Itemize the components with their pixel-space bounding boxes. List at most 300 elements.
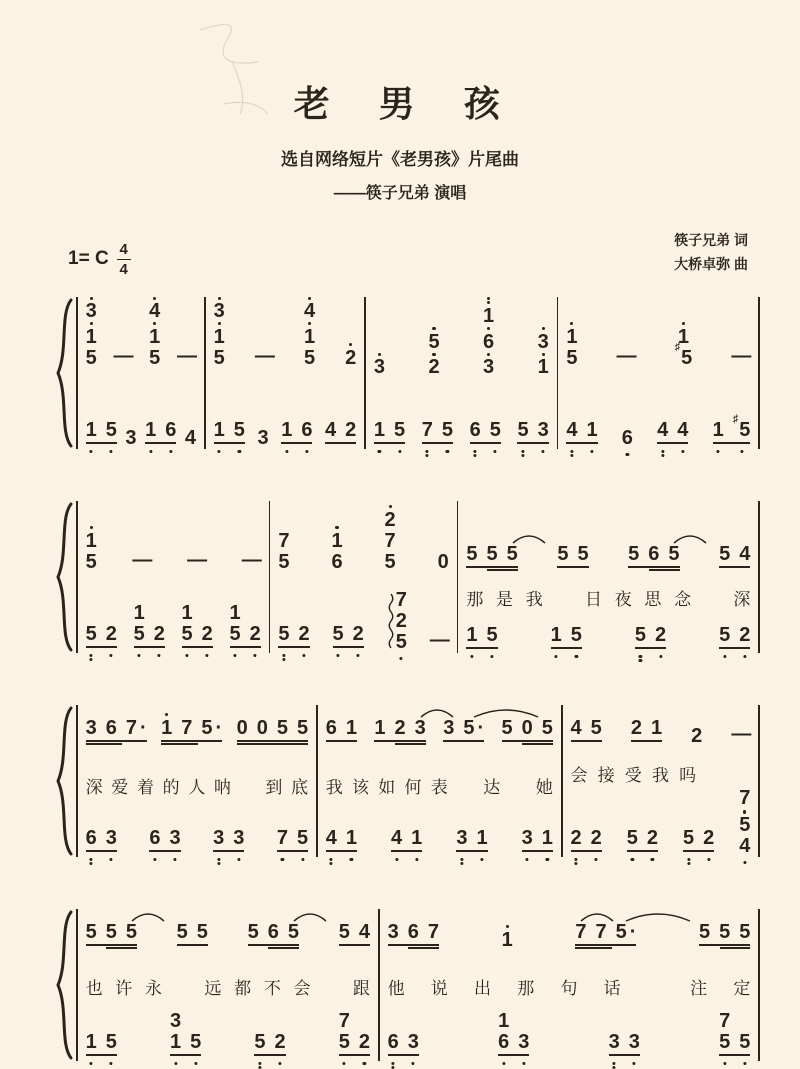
beam	[720, 947, 751, 949]
note-cell	[278, 552, 289, 573]
note-cell	[106, 828, 117, 849]
beam	[498, 1054, 529, 1056]
beam	[268, 947, 299, 949]
note-cell	[149, 348, 160, 369]
note	[202, 624, 213, 645]
note-digit: 5	[739, 920, 751, 943]
note-cell	[647, 828, 658, 849]
dot	[631, 858, 634, 861]
note-digit: 4	[739, 542, 751, 565]
note-stack	[268, 922, 279, 943]
note-stack	[616, 922, 637, 943]
note	[125, 428, 136, 449]
dash: —	[241, 548, 261, 571]
note-cell	[86, 922, 97, 943]
note-digit: 3	[105, 826, 117, 849]
dot	[506, 925, 509, 928]
note-cell	[739, 625, 750, 646]
note	[388, 1032, 399, 1053]
note	[86, 526, 97, 573]
octave-dot-low	[254, 654, 257, 657]
note-digit: 4	[184, 426, 197, 449]
note-cell	[201, 718, 222, 739]
beam	[466, 647, 497, 649]
note	[86, 297, 97, 369]
rest: 0	[437, 550, 449, 573]
note-digit: 5	[85, 622, 97, 645]
note-digit: 6	[325, 716, 337, 739]
note-stack	[182, 603, 193, 645]
note-stack	[456, 828, 467, 849]
key-signature	[68, 242, 131, 277]
lyric-syllable: 深	[85, 778, 103, 798]
note-cell	[126, 718, 147, 739]
octave-dot-low	[639, 655, 642, 663]
note-stack	[233, 828, 244, 849]
note-cell	[331, 552, 342, 573]
note	[522, 828, 533, 849]
note-stack	[542, 828, 553, 849]
note-group	[391, 828, 422, 857]
note-stack	[374, 353, 385, 379]
note	[616, 922, 637, 943]
octave-dot-high	[506, 925, 509, 928]
note	[571, 828, 582, 849]
note-digit: 6	[387, 1030, 399, 1053]
lyric-syllable: 会	[570, 766, 588, 785]
note-stack	[677, 420, 688, 441]
note-cell	[86, 552, 97, 573]
note-cell	[586, 420, 597, 441]
lyric-syllable: 表	[430, 778, 448, 798]
note	[339, 922, 350, 943]
note-cell	[498, 1011, 509, 1032]
note-digit: 1	[133, 601, 145, 624]
note-digit: 5	[85, 346, 97, 369]
note-cell	[233, 828, 244, 849]
note-cell	[575, 922, 586, 943]
octave-dot-low	[521, 450, 524, 458]
note-cell	[254, 1032, 265, 1053]
note	[476, 828, 487, 849]
note-cell	[277, 718, 288, 739]
note-stack	[288, 922, 299, 943]
dot	[301, 858, 304, 861]
note-digit: 4	[739, 834, 751, 857]
lyric-syllable: 她	[535, 778, 553, 798]
note-group	[86, 420, 117, 449]
note-group	[125, 428, 136, 449]
dot	[282, 658, 285, 661]
note-digit: 7	[395, 588, 407, 611]
note-group	[345, 343, 356, 369]
beam	[325, 442, 356, 444]
note-cell	[566, 322, 577, 348]
note-digit: 1	[281, 418, 293, 441]
beam	[230, 646, 261, 648]
note	[106, 922, 117, 943]
dot	[412, 1062, 415, 1065]
note	[149, 297, 160, 369]
lyric-syllable: 不	[263, 979, 281, 999]
note	[691, 726, 702, 747]
note-cell	[277, 828, 288, 849]
dot	[330, 862, 333, 865]
note-cell	[169, 828, 180, 849]
note-group	[254, 1032, 285, 1061]
note-group	[333, 624, 364, 653]
note-group	[502, 925, 513, 951]
note-digit: 6	[85, 826, 97, 849]
note	[277, 828, 288, 849]
note-digit: 6	[483, 330, 495, 353]
octave-dot-high	[349, 343, 352, 346]
bass-row	[214, 405, 357, 449]
brace-icon	[54, 298, 74, 448]
dash: —	[254, 344, 274, 367]
note-stack	[719, 625, 730, 646]
lyric-syllable: 念	[674, 589, 692, 609]
note-stack	[331, 526, 342, 573]
note-stack	[165, 420, 176, 441]
note-cell	[257, 428, 268, 449]
octave-dot-high	[487, 297, 490, 305]
note-digit: ♯5	[732, 412, 751, 441]
note-stack	[278, 531, 289, 573]
note-cell	[483, 297, 494, 327]
note-stack	[201, 718, 222, 739]
note	[86, 1032, 97, 1053]
note-digit: 5	[486, 542, 498, 565]
note-cell	[268, 922, 279, 943]
note-group	[617, 346, 636, 369]
note-digit: 3	[537, 418, 549, 441]
note-stack	[106, 420, 117, 441]
note-digit: 7	[421, 418, 433, 441]
lyric-syllable: 接	[597, 766, 615, 785]
note-stack	[86, 297, 97, 369]
dot	[575, 655, 578, 658]
note	[134, 603, 145, 645]
beam	[522, 850, 553, 852]
note-cell	[304, 348, 315, 369]
note-stack	[248, 922, 259, 943]
lyric-syllable: 如	[378, 778, 396, 798]
note	[257, 428, 268, 449]
octave-dot-low	[110, 450, 113, 453]
note-group	[571, 828, 602, 857]
note	[719, 1011, 730, 1053]
lyric-syllable: 达	[483, 778, 501, 798]
note-stack	[577, 544, 588, 565]
note-stack	[298, 624, 309, 645]
note	[466, 544, 477, 565]
note-stack	[86, 718, 97, 739]
dot	[651, 858, 654, 861]
note	[739, 1032, 750, 1053]
note-stack	[326, 718, 337, 739]
note	[408, 922, 419, 943]
note-group	[566, 322, 577, 369]
dash: —	[731, 722, 751, 745]
note-group	[325, 420, 356, 449]
note-cell	[374, 718, 385, 739]
lyric-syllable	[510, 773, 527, 798]
note	[187, 550, 206, 573]
lyrics-row	[466, 585, 750, 610]
note-cell	[278, 531, 289, 552]
lyric-syllable: 那	[466, 589, 484, 609]
note-stack	[113, 346, 132, 369]
note-cell	[339, 1032, 350, 1053]
lyrics-row	[388, 974, 751, 999]
note-digit: 1	[677, 325, 690, 348]
lyric-syllable: 受	[624, 766, 642, 785]
note-stack	[395, 718, 406, 739]
lyric-syllable: 永	[145, 979, 162, 999]
dot	[480, 858, 483, 861]
beam	[571, 740, 602, 742]
dot	[281, 858, 284, 861]
note-group	[566, 420, 597, 449]
note	[281, 420, 292, 441]
dot	[474, 450, 477, 453]
note-digit: 5	[541, 716, 553, 739]
dot	[110, 654, 113, 657]
lyric-syllable: 都	[234, 979, 252, 999]
treble-row	[86, 909, 370, 951]
note	[415, 718, 426, 739]
measure	[78, 909, 378, 1061]
octave-dot-low	[446, 450, 449, 453]
note	[339, 1011, 350, 1053]
note	[571, 718, 582, 739]
dot	[363, 1062, 366, 1065]
beam	[522, 743, 553, 745]
note-group	[331, 526, 342, 573]
note-stack	[655, 625, 666, 646]
measure	[206, 297, 365, 449]
lyric-syllable: 说	[430, 979, 448, 999]
note-digit: 5	[105, 920, 117, 943]
note-group	[86, 297, 97, 369]
note-cell	[739, 815, 750, 836]
note-stack	[126, 922, 137, 943]
dot	[217, 862, 220, 865]
note	[237, 718, 248, 739]
note-digit: 2	[703, 826, 715, 849]
note-group	[134, 603, 165, 653]
bass-row	[326, 813, 553, 857]
note-cell	[691, 726, 702, 747]
note-cell	[177, 346, 196, 369]
octave-dot-low	[153, 858, 156, 861]
note-cell	[703, 828, 714, 849]
octave-dot-low	[412, 1062, 415, 1065]
beam	[86, 850, 117, 852]
note-cell	[185, 428, 196, 449]
note-cell	[170, 1011, 181, 1032]
note-group	[255, 346, 274, 369]
note-cell	[428, 922, 439, 943]
note	[388, 922, 399, 943]
note-digit: 5	[628, 542, 640, 565]
octave-dot-low	[659, 655, 662, 658]
note-cell	[230, 624, 241, 645]
note	[250, 624, 261, 645]
note-stack	[538, 420, 549, 441]
note-cell	[551, 625, 562, 646]
beam	[719, 566, 750, 568]
note-cell	[288, 922, 299, 943]
note-digit: 2	[590, 826, 602, 849]
note-cell	[628, 544, 639, 565]
note-stack	[86, 1032, 97, 1053]
note-group	[731, 346, 750, 369]
note-group	[731, 724, 750, 747]
octave-dot-low	[595, 858, 598, 861]
note	[395, 718, 406, 739]
note	[591, 828, 602, 849]
note-digit: 1	[85, 529, 97, 552]
note-stack	[391, 828, 402, 849]
beam	[254, 1054, 285, 1056]
note-stack	[254, 1032, 265, 1053]
note-cell	[170, 1032, 181, 1053]
octave-dot-low	[343, 1062, 346, 1065]
note	[106, 828, 117, 849]
note-digit: 2	[384, 508, 396, 531]
note-stack	[542, 718, 553, 739]
note	[326, 718, 337, 739]
beam	[443, 740, 484, 742]
note-digit: 5	[395, 630, 407, 653]
dot	[218, 450, 221, 453]
note-cell	[476, 828, 487, 849]
dot	[305, 450, 308, 453]
octave-dot-low	[490, 655, 493, 658]
dot	[570, 454, 573, 457]
note-group	[385, 505, 396, 573]
note	[170, 1011, 181, 1053]
note	[301, 420, 312, 441]
note-digit: 7	[739, 787, 751, 810]
note-cell	[182, 603, 193, 624]
meter-numerator: 4	[119, 241, 128, 258]
fraction-line	[117, 259, 131, 261]
note	[333, 624, 344, 645]
note-cell	[622, 428, 633, 449]
note-digit: 5	[190, 1030, 202, 1053]
note-stack	[257, 428, 268, 449]
dash: —	[616, 344, 636, 367]
brace-wrap	[54, 501, 74, 653]
note-digit: 5	[229, 622, 241, 645]
note-stack	[699, 922, 710, 943]
note-group	[470, 420, 501, 449]
note-cell	[566, 348, 577, 369]
note-digit: 5	[428, 330, 440, 353]
note	[86, 420, 97, 441]
lyric-syllable: 日	[585, 589, 603, 609]
note-stack	[691, 726, 702, 747]
note-cell	[106, 718, 117, 739]
note-digit: 4	[149, 300, 161, 323]
note	[359, 922, 370, 943]
note-cell	[394, 420, 405, 441]
note-stack	[739, 625, 750, 646]
octave-dot-low	[206, 654, 209, 657]
octave-dot-low	[305, 450, 308, 453]
note	[522, 718, 533, 739]
beam	[719, 647, 750, 649]
note	[542, 828, 553, 849]
page-title: 老 男 孩	[293, 83, 507, 124]
dot	[723, 655, 726, 658]
note-stack	[234, 420, 245, 441]
measure	[458, 501, 758, 653]
bass-row	[86, 405, 196, 449]
measure	[318, 705, 561, 857]
note-cell	[331, 526, 342, 552]
note-group	[502, 718, 553, 747]
note-stack	[214, 297, 225, 369]
lyric-syllable: 出	[474, 979, 492, 999]
note	[566, 420, 577, 441]
note-stack	[169, 828, 180, 849]
octave-dot-high	[570, 322, 573, 325]
note-group	[627, 828, 658, 857]
note-digit: 7	[384, 529, 396, 552]
note-digit: 7	[338, 1009, 350, 1032]
octave-dot-low	[357, 654, 360, 657]
beam	[213, 850, 244, 852]
beam	[699, 944, 750, 946]
note	[374, 718, 385, 739]
beam	[339, 1054, 370, 1056]
octave-dot-low	[149, 450, 152, 453]
note	[739, 625, 750, 646]
note-stack	[345, 420, 356, 441]
note	[486, 625, 497, 646]
note-digit: 3	[414, 716, 426, 739]
lyric-syllable: 思	[644, 589, 662, 609]
note-cell	[242, 550, 261, 573]
note-cell	[353, 624, 364, 645]
note	[86, 828, 97, 849]
music-system	[54, 705, 760, 865]
note-digit: 5	[668, 542, 680, 565]
dot	[542, 327, 545, 330]
credits	[674, 229, 748, 277]
lyric-syllable: 他	[387, 979, 405, 999]
note-digit: 5	[557, 542, 569, 565]
note-digit: 6	[331, 550, 343, 573]
note-digit: 1	[537, 356, 549, 379]
dot	[626, 453, 629, 456]
measure	[563, 705, 759, 857]
lyric-syllable: 底	[291, 778, 309, 798]
note-digit: 5	[683, 826, 695, 849]
note-group	[339, 922, 370, 951]
note-cell	[86, 1032, 97, 1053]
note	[470, 420, 481, 441]
dot	[570, 322, 573, 325]
note-digit: 5	[105, 1030, 117, 1053]
note-stack	[651, 718, 662, 739]
rhythm-dot: ·	[215, 716, 223, 739]
note-group	[719, 625, 750, 654]
